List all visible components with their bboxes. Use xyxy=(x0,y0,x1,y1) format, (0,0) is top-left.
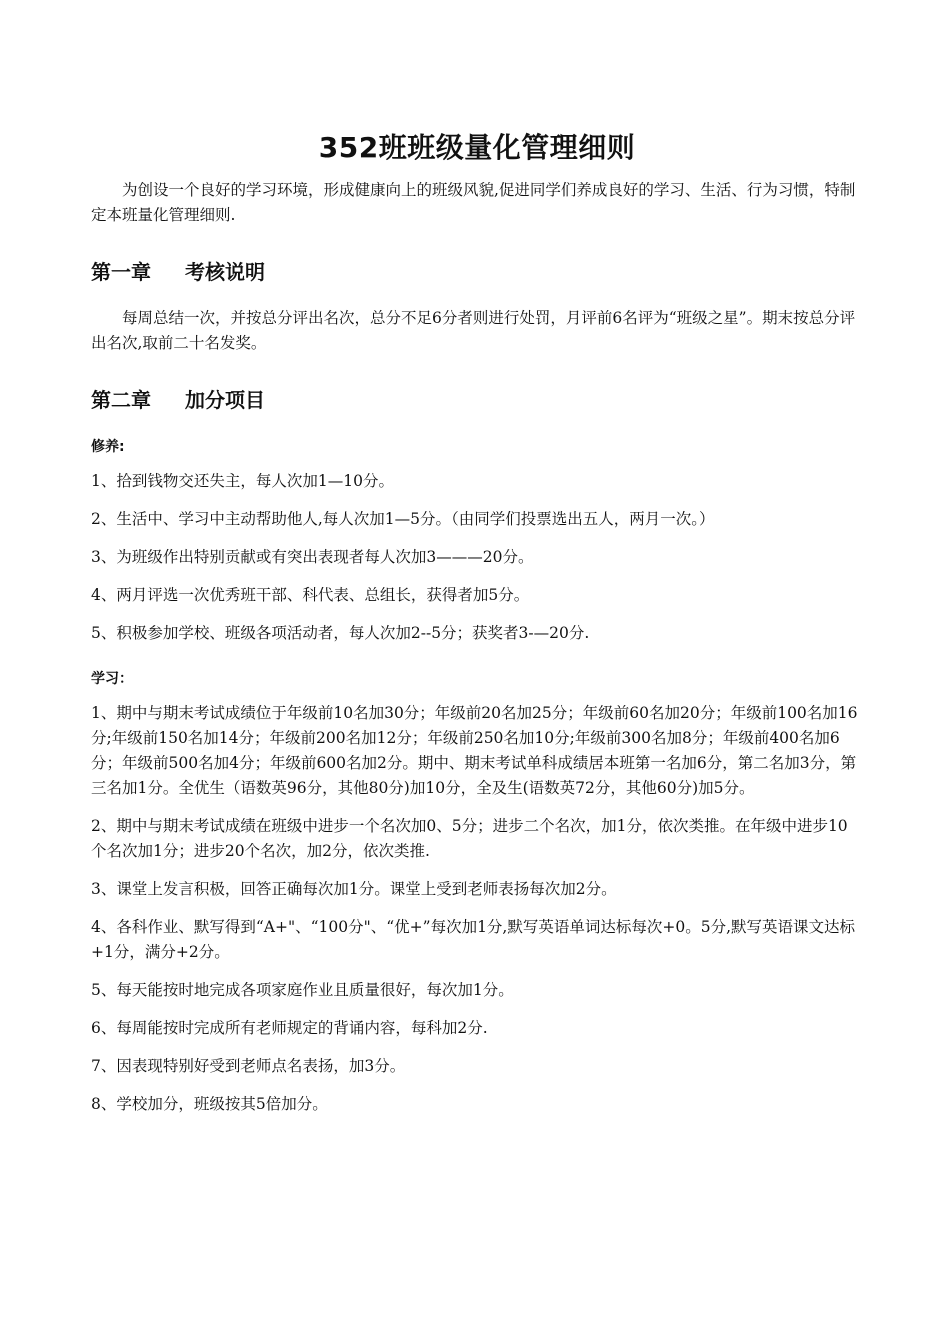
chapter-1-text: 每周总结一次，并按总分评出名次，总分不足6分者则进行处罚，月评前6名评为“班级之星”。期末按总分评出名次,取前二十名发奖。 xyxy=(91,309,856,352)
cultivation-item: 2、生活中、学习中主动帮助他人,每人次加1—5分。（由同学们投票选出五人，两月一次。） xyxy=(91,510,715,528)
chapter-1-name: 考核说明 xyxy=(185,260,265,284)
study-item: 4、各科作业、默写得到“A+"、“100分"、“优+”每次加1分,默写英语单词达标每次+0。5分,默写英语课文达标+1分，满分+2分。 xyxy=(91,918,855,961)
study-item: 5、每天能按时地完成各项家庭作业且质量很好，每次加1分。 xyxy=(91,981,514,999)
cultivation-heading: 修养: xyxy=(91,439,125,455)
study-item: 6、每周能按时完成所有老师规定的背诵内容，每科加2分. xyxy=(91,1019,488,1037)
study-item: 3、课堂上发言积极，回答正确每次加1分。课堂上受到老师表扬每次加2分。 xyxy=(91,880,617,898)
document-title: 352班班级量化管理细则 xyxy=(318,131,636,164)
study-item: 2、期中与期末考试成绩在班级中进步一个名次加0、5分；进步二个名次，加1分，依次类推。在年级中进步10个名次加1分；进步20个名次，加2分，依次类推. xyxy=(91,817,848,860)
chapter-2-number: 第二章 xyxy=(91,388,151,412)
cultivation-item: 1、拾到钱物交还失主，每人次加1—10分。 xyxy=(91,472,394,490)
study-item: 8、学校加分，班级按其5倍加分。 xyxy=(91,1095,328,1113)
study-item: 1、期中与期末考试成绩位于年级前10名加30分；年级前20名加25分；年级前60名加20分；年级前100名加16分;年级前150名加14分；年级前200名加12分；年级前250名加10分;年级前300名加8分；年级前400名加6分；年级前500名加4分；年级前600名加2分。期中、期末考试单科成绩居本班第一名加6分，第二名加3分，第三名加1分。全优生（语数英96分，其他80分)加10分，全及生(语数英72分，其他60分)加5分。 xyxy=(91,704,858,797)
chapter-1-heading xyxy=(91,258,863,286)
chapter-1-number: 第一章 xyxy=(91,260,151,284)
cultivation-item: 5、积极参加学校、班级各项活动者，每人次加2--5分；获奖者3-—20分. xyxy=(91,624,590,642)
cultivation-item: 4、两月评选一次优秀班干部、科代表、总组长，获得者加5分。 xyxy=(91,586,530,604)
chapter-2-name: 加分项目 xyxy=(185,388,265,412)
intro-paragraph: 为创设一个良好的学习环境，形成健康向上的班级风貌,促进同学们养成良好的学习、生活、行为习惯，特制定本班量化管理细则. xyxy=(91,181,856,224)
chapter-2-heading xyxy=(91,386,863,414)
cultivation-item: 3、为班级作出特别贡献或有突出表现者每人次加3———20分。 xyxy=(91,548,534,566)
study-item: 7、因表现特别好受到老师点名表扬，加3分。 xyxy=(91,1057,406,1075)
document-page xyxy=(91,128,863,1117)
study-heading: 学习： xyxy=(91,671,133,687)
